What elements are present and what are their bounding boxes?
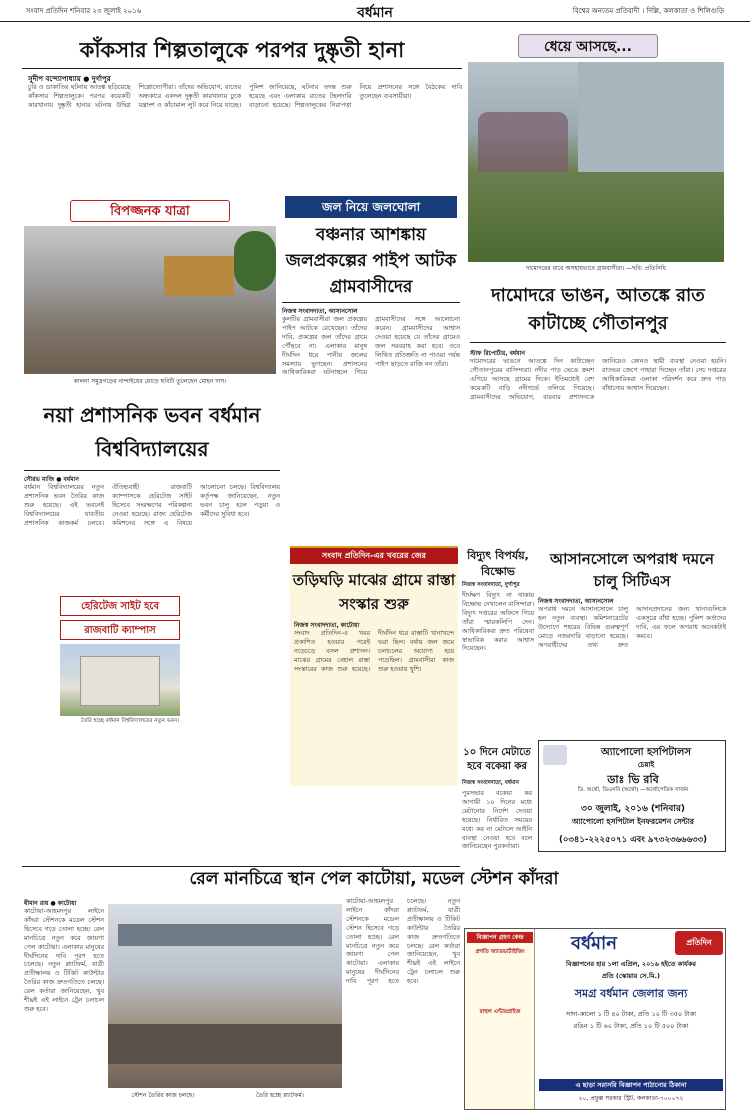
ad-agent1: প্রগতি অ্যাডভার্টাইজিং bbox=[475, 949, 525, 955]
story10-headline: রেল মানচিত্রে স্থান পেল কাটোয়া, মডেল স্টেশন কাঁদরা bbox=[189, 869, 559, 889]
overbridge-shape bbox=[118, 924, 332, 946]
ad-apollo-degree: ডি. অর্থো, ডিএনবি (অর্থো) —অর্থোপেডিক সার্জন bbox=[577, 787, 689, 793]
apollo-logo-mark bbox=[543, 745, 567, 765]
story10-body-left: কাটোয়া-আহমদপুর লাইনে কাঁদরা স্টেশনকে মডেল স্টেশন হিসেবে গড়ে তোলা হচ্ছে। রেল মানচিত্রে নতুন করে জায়গা পেল কাটোয়া। এলাকার মানুষের দীর্ঘদিনের দাবি পূরণ হতে চলেছে। নতুন প্ল্যাটফর্ম, যাত্রী প্রতীক্ষালয় ও টিকিট কাউন্টার তৈরির কাজ দ্রুতগতিতে চলছে। রেল কর্তারা জানিয়েছেন, খুব শীঘ্রই এই লাইনে ট্রেন চলাচল শুরু হবে। bbox=[24, 908, 104, 1013]
story3-byline: নিজস্ব সংবাদদাতা, আসানসোল bbox=[282, 308, 358, 315]
feature-top-caption: দামোদরের ধারে অসহায়ভাবে গ্রামবাসীরা। —ছবি: প্রতিনিধি bbox=[526, 265, 666, 272]
masthead-left: সংবাদ প্রতিদিন শনিবার ২৩ জুলাই ২০১৬ bbox=[26, 7, 142, 15]
ad-pratidin-line2: রঙিন ১ টি ৬০ টাকা, প্রতি ১০ টি ৫০০ টাকা bbox=[573, 1022, 689, 1030]
story4-rule bbox=[470, 342, 726, 343]
ad-pratidin-rate: প্রতি (স্কোয়ার সে.মি.) bbox=[602, 972, 660, 980]
story7-body: দীর্ঘক্ষণ বিদ্যুৎ না থাকায় বিক্ষোভ দেখালেন বাসিন্দারা। বিদ্যুৎ দপ্তরের অফিসে গিয়ে তাঁরা স্মারকলিপি দেন। আধিকারিকরা দ্রুত পরিষেবা স্বাভাবিক করার আশ্বাস দিয়েছেন। bbox=[462, 592, 534, 653]
story9-headline: ১০ দিনে মেটাতে হবে বকেয়া কর bbox=[463, 747, 531, 772]
ad-pratidin-subtitle: বিজ্ঞাপনের হার ১লা এপ্রিল, ২০১৬ হইতে কার্যকর bbox=[566, 960, 696, 968]
story5-photo bbox=[60, 644, 180, 716]
feature-top-photo bbox=[468, 62, 724, 262]
feature-top bbox=[468, 32, 724, 272]
ad-pratidin-footer: এ ছাড়া সরাসরি বিজ্ঞাপন পাঠানোর ঠিকানা bbox=[539, 1079, 723, 1091]
story3-rule bbox=[282, 302, 460, 303]
story5-sublabel2: রাজবাটি ক্যাম্পাস bbox=[60, 620, 180, 640]
story3-headline: বঞ্চনার আশঙ্কায় জলপ্রকল্পের পাইপ আটক গ্রামবাসীদের bbox=[285, 225, 457, 297]
masthead bbox=[0, 0, 750, 22]
story8-headline: আসানসোলে অপরাধ দমনে চালু সিটিএস bbox=[549, 550, 714, 590]
story3-body: কুলটির গ্রামবাসীরা জল প্রকল্পের পাইপ আটকে রেখেছেন। তাঁদের দাবি, প্রকল্পের জল তাঁদের গ্রামে পৌঁছবে না। এলাকার মানুষ দীর্ঘদিন ধরে পানীয় জলের সমস্যায় ভুগছেন। প্রশাসনের আধিকারিকরা ঘটনাস্থলে গিয়ে গ্রামবাসীদের সঙ্গে আলোচনা করেন। গ্রামবাসীদের আশ্বাস দেওয়া হয়েছে যে তাঁদের গ্রামেও জল সরবরাহ করা হবে। তবে লিখিত প্রতিশ্রুতি না পাওয়া পর্যন্ত পাইপ ছাড়তে রাজি নন তাঁরা। bbox=[282, 316, 460, 377]
ad-left-title: বিজ্ঞাপন গ্রহণ কেন্দ্র bbox=[467, 932, 533, 943]
tree-shape bbox=[234, 231, 276, 291]
ad-pratidin-address: ২০, প্রফুল্ল সরকার স্ট্রিট, কলকাতা-৭০০০৭২ bbox=[578, 1095, 684, 1102]
ad-apollo-center: অ্যাপোলো হসপিটাল ইনফরমেশন সেন্টার bbox=[572, 817, 694, 826]
story4-byline: স্টাফ রিপোর্টার, বর্ধমান bbox=[470, 350, 525, 357]
story9-byline: নিজস্ব সংবাদদাতা, বর্ধমান bbox=[462, 780, 519, 786]
crowd-shape bbox=[478, 112, 568, 172]
story10-byline: ধীমান রায় ● কাটোয়া bbox=[24, 900, 77, 907]
story3-label: জল নিয়ে জলঘোলা bbox=[285, 196, 457, 218]
story4-headline: দামোদরে ভাঙন, আতঙ্কে রাত কাটাচ্ছে গৌতানপুর bbox=[491, 285, 705, 334]
story1-body: চুরি ও ডাকাতির ঘটনায় আতঙ্ক ছড়িয়েছে কাঁকসার শিল্পতালুকে। পরপর কয়েকটি কারখানায় দুষ্কৃতী হানার ঘটনায় উদ্বিগ্ন শিল্পোদ্যোগীরা। তাঁদের অভিযোগ, রাতের অন্ধকারে একদল দুষ্কৃতী কারখানায় ঢুকে যন্ত্রাংশ ও কাঁচামাল লুট করে নিয়ে যাচ্ছে। পুলিশ জানিয়েছে, ঘটনার তদন্ত শুরু হয়েছে এবং এলাকায় রাতের টহলদারি বাড়ানো হয়েছে। শিল্পতালুকের নিরাপত্তা নিয়ে প্রশাসনের সঙ্গে বৈঠকের দাবি তুলেছেন ব্যবসায়ীরা। bbox=[28, 84, 462, 109]
ad-apollo-doctor: ডাঃ ভি রবি bbox=[607, 773, 659, 786]
story10-rule-top bbox=[22, 866, 460, 867]
story6-headline: তড়িঘড়ি মাঝের গ্রামে রাস্তা সংস্কার শুরু bbox=[292, 571, 456, 613]
masthead-right: বিশ্বের অন্যতম প্রতিবাদী । দিল্লি, কলকাতা ও শিলিগুড়ি bbox=[572, 7, 724, 15]
ad-apollo bbox=[538, 740, 726, 852]
ad-pratidin-district: সমগ্র বর্ধমান জেলার জন্য bbox=[574, 987, 688, 1000]
story5-rule bbox=[24, 470, 280, 471]
story6-label: সংবাদ প্রতিদিন-এর খবরের জের bbox=[290, 548, 458, 564]
story10-caption1: স্টেশন তৈরির কাজ চলছে। bbox=[131, 1092, 195, 1099]
ad-apollo-date: ৩০ জুলাই, ২০১৬ (শনিবার) bbox=[580, 804, 686, 814]
story5-body: বর্ধমান বিশ্ববিদ্যালয়ের নতুন প্রশাসনিক ভবন তৈরির কাজ শুরু হয়েছে। এই ভবনেই বিশ্ববিদ্যালয়ের যাবতীয় প্রশাসনিক কাজকর্ম চলবে। ঐতিহ্যবাহী রাজবাটি ক্যাম্পাসকে হেরিটেজ সাইট হিসেবে সংরক্ষণের পরিকল্পনা নেওয়া হয়েছে। রাজ্য হেরিটেজ কমিশনের সঙ্গে এ বিষয়ে আলোচনা চলছে। বিশ্ববিদ্যালয় কর্তৃপক্ষ জানিয়েছেন, নতুন ভবন চালু হলে পড়ুয়া ও কর্মীদের সুবিধা হবে। bbox=[24, 484, 280, 527]
story6-byline: নিজস্ব সংবাদদাতা, কাটোয়া bbox=[294, 622, 360, 629]
story2-label: বিপজ্জনক যাত্রা bbox=[70, 200, 230, 222]
story1-byline: সুদীপ বন্দ্যোপাধ্যায় ● দুর্গাপুর bbox=[28, 75, 111, 83]
building-shape bbox=[80, 656, 160, 706]
ad-pratidin-title: বর্ধমান bbox=[570, 933, 618, 954]
story5-sublabel1: হেরিটেজ সাইট হবে bbox=[60, 596, 180, 616]
ad-apollo-phone: (০৩৪১-২২২৫০৭১ এবং ৯৭৩২৩৬৬৬৩৩) bbox=[558, 835, 708, 845]
ad-agent2: রাহুল এন্টারপ্রাইজ bbox=[479, 1009, 521, 1015]
track-shape bbox=[108, 1024, 342, 1064]
ad-pratidin-logo: প্রতিদিন bbox=[675, 931, 723, 955]
ad-apollo-line1: চেন্নাই bbox=[637, 761, 655, 769]
story4-body: দামোদরের ভাঙনে আতঙ্কে দিন কাটাচ্ছেন গৌতানপুরের বাসিন্দারা। নদীর পাড় ভেঙে ক্রমশ এগিয়ে আসছে গ্রামের দিকে। ইতিমধ্যেই বেশ কয়েকটি বাড়ি নদীগর্ভে তলিয়ে গিয়েছে। গ্রামবাসীদের অভিযোগ, বারবার প্রশাসনকে জানিয়েও কোনও স্থায়ী ব্যবস্থা নেওয়া হয়নি। রাতভর জেগে পাহারা দিচ্ছেন তাঁরা। সেচ দপ্তরের আধিকারিকরা এলাকা পরিদর্শন করে দ্রুত পাড় বাঁধানোর আশ্বাস দিয়েছেন। bbox=[470, 358, 726, 401]
story7-byline: নিজস্ব সংবাদদাতা, দুর্গাপুর bbox=[462, 582, 520, 588]
story1-headline: কাঁকসার শিল্পতালুকে পরপর দুষ্কৃতী হানা bbox=[79, 38, 405, 62]
ad-pratidin-line1: সাদা-কালো ১ টি ৪০ টাকা, প্রতি ১০ টি ৩৫০ টাকা bbox=[565, 1010, 697, 1018]
river-shape bbox=[578, 62, 724, 172]
story10-body-right: কাটোয়া-আহমদপুর লাইনে কাঁদরা স্টেশনকে মডেল স্টেশন হিসেবে গড়ে তোলা হচ্ছে। রেল মানচিত্রে নতুন করে জায়গা পেল কাটোয়া। এলাকার মানুষের দীর্ঘদিনের দাবি পূরণ হতে চলেছে। নতুন প্ল্যাটফর্ম, যাত্রী প্রতীক্ষালয় ও টিকিট কাউন্টার তৈরির কাজ দ্রুতগতিতে চলছে। রেল কর্তারা জানিয়েছেন, খুব শীঘ্রই এই লাইনে ট্রেন চলাচল শুরু হবে। bbox=[346, 898, 460, 986]
story9-body: পুরসভার বকেয়া কর আগামী ১০ দিনের মধ্যে মেটানোর নির্দেশ দেওয়া হয়েছে। নির্ধারিত সময়ের মধ্যে কর না মেটালে আইনি ব্যবস্থা নেওয়া হবে বলে জানিয়েছেন পুরকর্তারা। bbox=[462, 790, 532, 851]
truck-shape bbox=[164, 256, 234, 296]
story2-photo bbox=[24, 226, 276, 374]
story5-headline: নয়া প্রশাসনিক ভবন বর্ধমান বিশ্ববিদ্যালয়ের bbox=[43, 403, 261, 461]
story5-byline: সৌরভ মাজি ● বর্ধমান bbox=[24, 476, 79, 483]
story1-rule bbox=[22, 68, 462, 69]
story5-caption: তৈরি হচ্ছে বর্ধমান বিশ্ববিদ্যালয়ের নতুন ভবন। bbox=[80, 718, 180, 724]
story10-photo bbox=[108, 904, 342, 1088]
story10-caption2: তৈরি হচ্ছে প্ল্যাটফর্ম। bbox=[256, 1092, 304, 1099]
ad-pratidin bbox=[464, 928, 726, 1110]
story6-body: সংবাদ প্রতিদিন-এ খবর প্রকাশিত হওয়ার পরেই নড়েচড়ে বসল প্রশাসন। মাঝের গ্রামের বেহাল রাস্তা সংস্কারের কাজ শুরু হয়েছে। দীর্ঘদিন ধরে রাস্তাটি খানাখন্দে ভরা ছিল। বর্ষায় জল জমে চলাচলের অযোগ্য হয়ে পড়েছিল। গ্রামবাসীরা কাজ শুরু হওয়ায় খুশি। bbox=[294, 630, 454, 673]
masthead-title: বর্ধমান bbox=[357, 5, 393, 21]
story8-byline: নিজস্ব সংবাদদাতা, আসানসোল bbox=[538, 598, 614, 605]
story7-headline: বিদ্যুৎ বিপর্যয়, বিক্ষোভ bbox=[467, 549, 529, 578]
ad-apollo-title: অ্যাপোলো হসপিটালস bbox=[601, 747, 691, 758]
feature-top-label: ধেয়ে আসছে... bbox=[518, 34, 658, 58]
story2-caption: কালনা সমুদ্রগড়ের নান্দাইয়ের মোড়ে ছবিটি তুলেছেন মোহন দাস। bbox=[73, 378, 227, 385]
story8-body: অপরাধ দমনে আসানসোলে চালু হল নতুন ব্যবস্থা। কমিশনারেটের উদ্যোগে শহরের বিভিন্ন গুরুত্বপূর্ণ মোড়ে নজরদারি বাড়ানো হয়েছে। অপরাধীদের তথ্য দ্রুত আদানপ্রদানের জন্য থানাগুলিকে একসূত্রে বাঁধা হচ্ছে। পুলিশ কর্তাদের দাবি, এর ফলে অপরাধ অনেকটাই কমবে। bbox=[538, 606, 726, 649]
